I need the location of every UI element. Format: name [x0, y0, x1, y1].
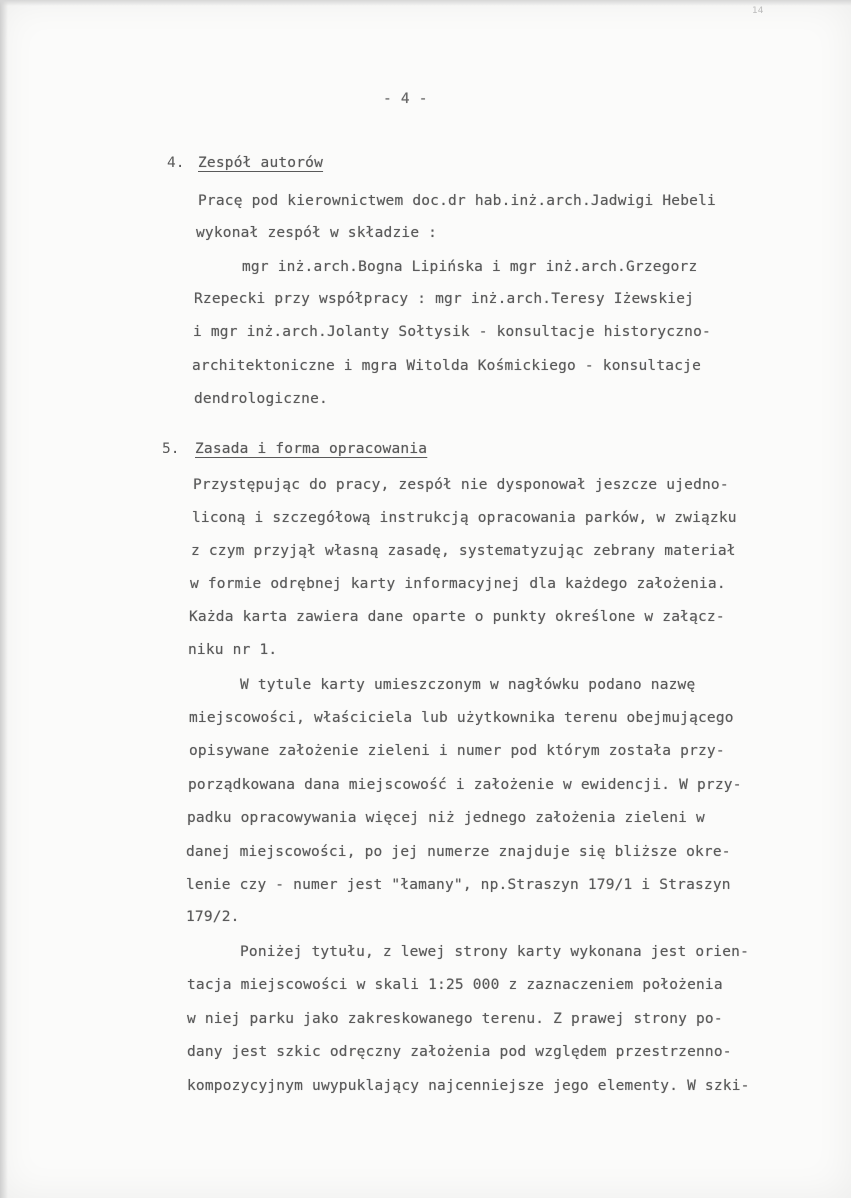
- scan-edge-left: [0, 0, 8, 1198]
- section-5-line: opisywane założenie zieleni i numer pod którym została przy-: [189, 743, 725, 759]
- section-5-line: Poniżej tytułu, z lewej strony karty wykonana jest orien-: [240, 944, 749, 960]
- section-5-number: 5.: [162, 441, 180, 457]
- section-4-line: dendrologiczne.: [194, 391, 328, 407]
- section-4-line: Pracę pod kierownictwem doc.dr hab.inż.arch.Jadwigi Hebeli: [198, 193, 716, 209]
- section-5-line: kompozycyjnym uwypuklający najcenniejsze jego elementy. W szki-: [187, 1078, 750, 1094]
- section-5-line: dany jest szkic odręczny założenia pod względem przestrzenno-: [187, 1044, 732, 1060]
- section-5-line: danej miejscowości, po jej numerze znajduje się bliższe okre-: [186, 844, 731, 860]
- page-number: - 4 -: [383, 91, 428, 107]
- section-4-number: 4.: [167, 155, 185, 171]
- section-4-heading: Zespół autorów: [198, 155, 324, 171]
- section-5-line: Przystępując do pracy, zespół nie dysponował jeszcze ujedno-: [193, 477, 729, 493]
- section-5-line: padku opracowywania więcej niż jednego założenia zieleni w: [187, 810, 705, 826]
- section-4-line: Rzepecki przy współpracy : mgr inż.arch.Teresy Iżewskiej: [194, 291, 695, 307]
- section-5-line: porządkowana dana miejscowość i założenie w ewidencji. W przy-: [188, 777, 742, 793]
- section-5-line: liconą i szczegółową instrukcją opracowania parków, w związku: [192, 510, 737, 526]
- section-4-line: architektoniczne i mgra Witolda Kośmickiego - konsultacje: [192, 358, 701, 374]
- section-5-line: miejscowości, właściciela lub użytkownika terenu obejmującego: [189, 710, 734, 726]
- section-5-heading: Zasada i forma opracowania: [195, 441, 428, 457]
- section-4-line: mgr inż.arch.Bogna Lipińska i mgr inż.arch.Grzegorz: [242, 259, 698, 275]
- corner-mark: 14: [752, 6, 764, 16]
- scan-edge-top: [0, 0, 851, 6]
- section-5-line: niku nr 1.: [188, 642, 278, 658]
- section-4-line: wykonał zespół w składzie :: [196, 225, 438, 241]
- section-5-line: w formie odrębnej karty informacyjnej dla każdego założenia.: [190, 576, 726, 592]
- section-5-line: lenie czy - numer jest "łamany", np.Straszyn 179/1 i Straszyn: [186, 877, 731, 893]
- section-4-line: i mgr inż.arch.Jolanty Sołtysik - konsultacje historyczno-: [193, 324, 711, 340]
- section-5-line: z czym przyjął własną zasadę, systematyzując zebrany materiał: [191, 543, 736, 559]
- section-5-line: Każda karta zawiera dane oparte o punkty określone w załącz-: [189, 609, 725, 625]
- section-5-line: w niej parku jako zakreskowanego terenu. Z prawej strony po-: [187, 1011, 723, 1027]
- section-5-line: tacja miejscowości w skali 1:25 000 z zaznaczeniem położenia: [187, 977, 723, 993]
- section-5-line: 179/2.: [186, 909, 240, 925]
- section-5-line: W tytule karty umieszczonym w nagłówku podano nazwę: [240, 677, 696, 693]
